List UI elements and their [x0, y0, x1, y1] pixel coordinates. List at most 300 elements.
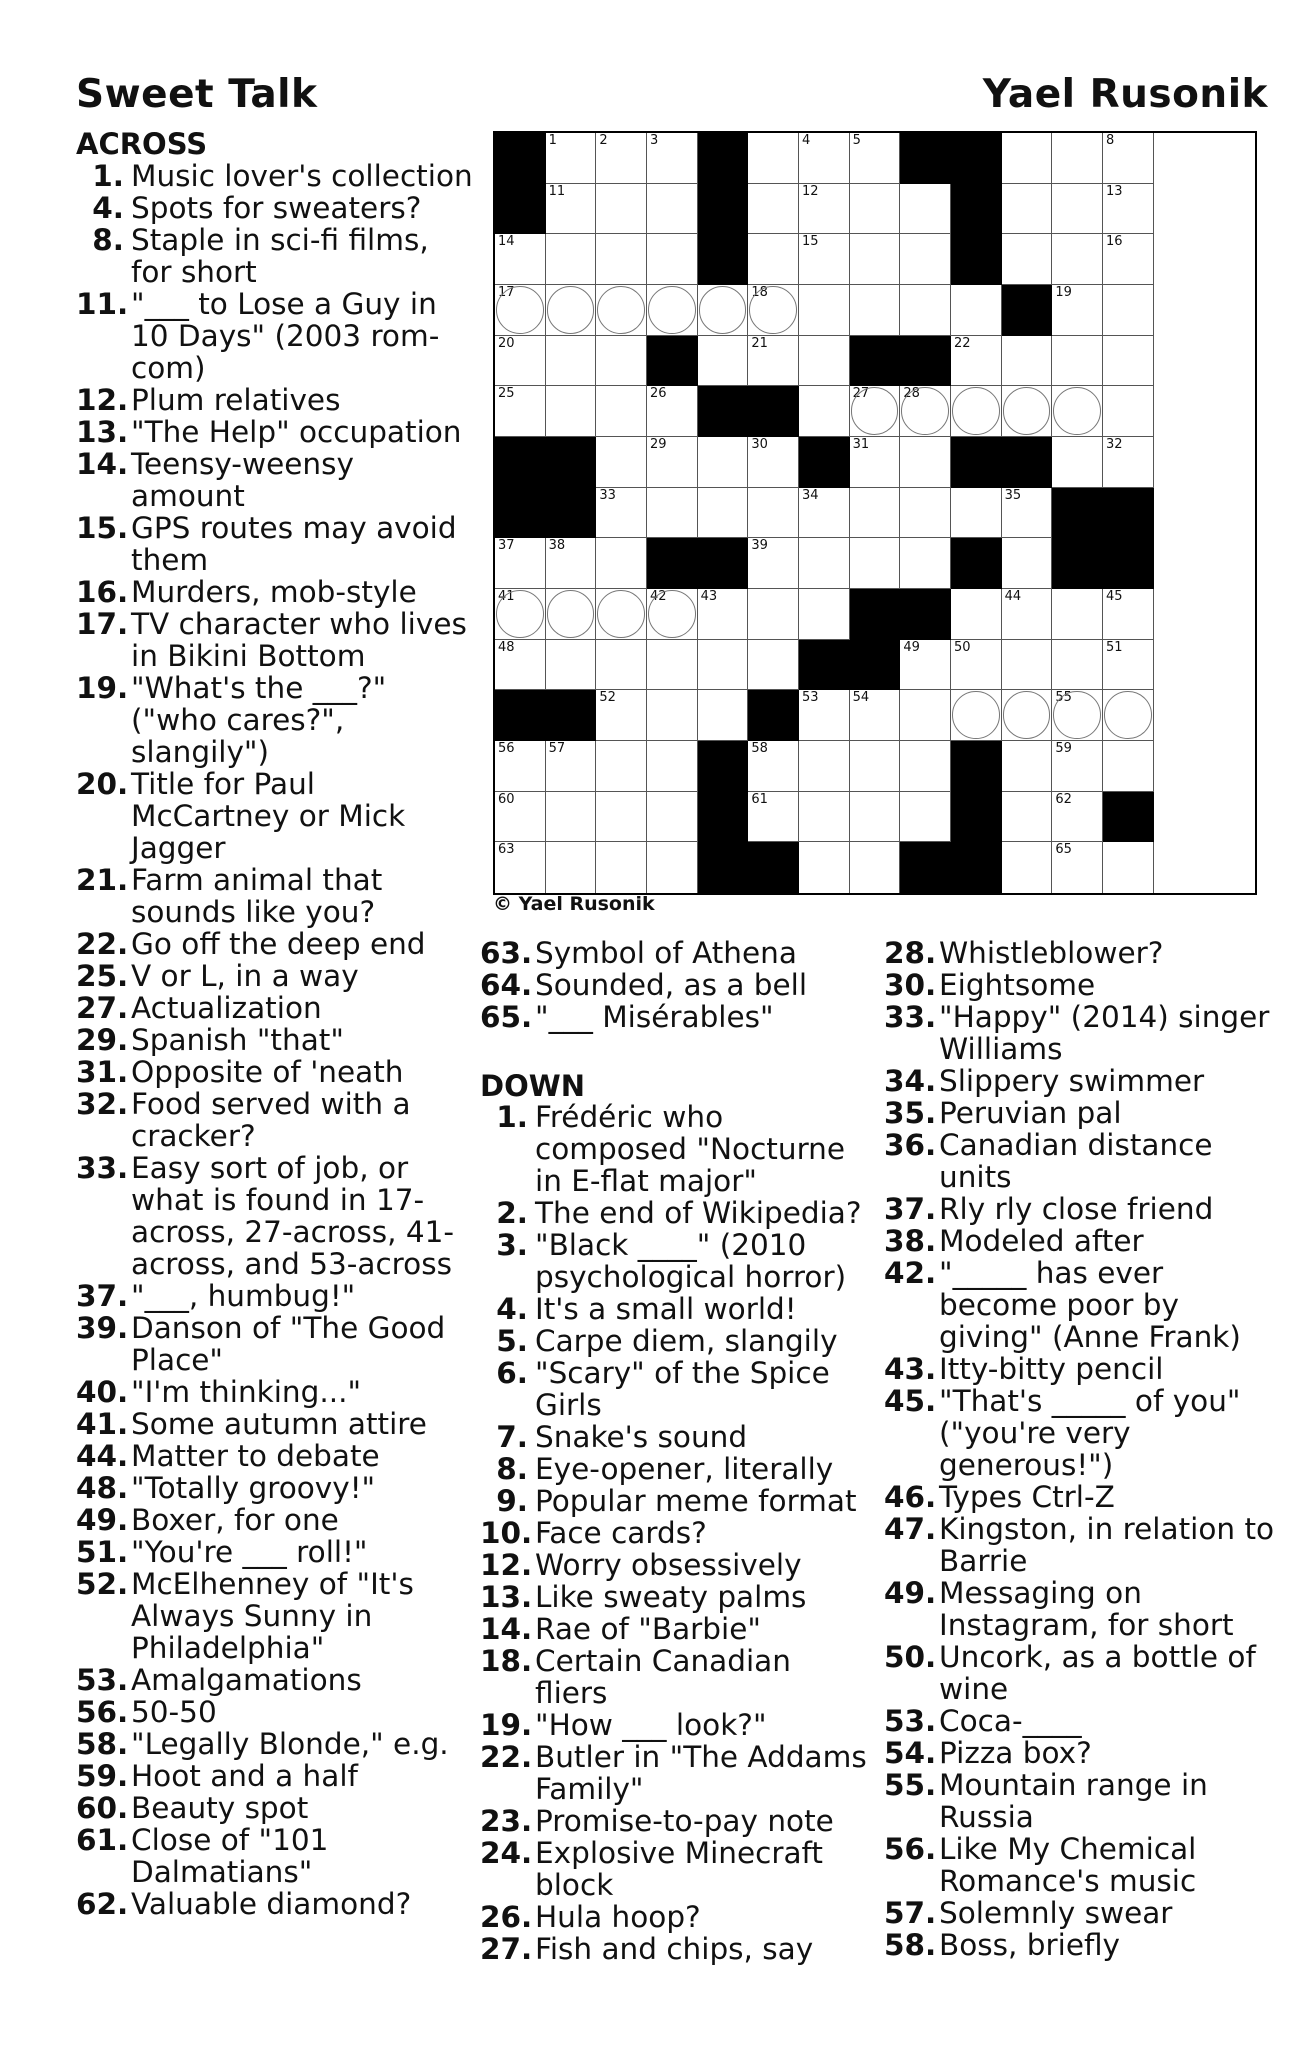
clue-item[interactable]: [76, 1088, 476, 1152]
grid-cell[interactable]: [799, 133, 850, 184]
clue-text: "That's _____ of you" ("you're very generous!"): [939, 1384, 1241, 1482]
clue-text: Like My Chemical Romance's music: [939, 1832, 1197, 1898]
grid-cell[interactable]: [596, 741, 647, 792]
grid-cell[interactable]: [495, 234, 546, 285]
grid-cell[interactable]: [546, 133, 597, 184]
grid-cell[interactable]: [1052, 133, 1103, 184]
grid-cell[interactable]: [850, 437, 901, 488]
black-square: [495, 690, 546, 741]
grid-cell[interactable]: [799, 336, 850, 387]
grid-cell[interactable]: [850, 792, 901, 843]
grid-cell[interactable]: [1103, 336, 1154, 387]
grid-cell[interactable]: [799, 234, 850, 285]
grid-cell[interactable]: [647, 386, 698, 437]
cell-number: 41: [498, 589, 515, 604]
grid-cell[interactable]: [900, 690, 951, 741]
grid-cell[interactable]: [647, 792, 698, 843]
grid-cell[interactable]: [748, 538, 799, 589]
black-square: [951, 792, 1002, 843]
grid-cell[interactable]: [596, 133, 647, 184]
cell-number: 33: [599, 487, 616, 503]
grid-cell[interactable]: [647, 133, 698, 184]
grid-cell[interactable]: [1052, 184, 1103, 235]
grid-cell[interactable]: [799, 488, 850, 539]
grid-cell[interactable]: [647, 842, 698, 893]
clue-text: Carpe diem, slangily: [535, 1324, 838, 1358]
grid-cell[interactable]: [495, 589, 546, 640]
clue-text: Uncork, as a bottle of wine: [939, 1640, 1256, 1706]
grid-cell[interactable]: [748, 133, 799, 184]
cell-number: 53: [802, 690, 819, 706]
clue-item[interactable]: [884, 1769, 1284, 1833]
grid-cell[interactable]: [647, 285, 698, 336]
clue-item[interactable]: [480, 1325, 870, 1357]
cell-number: 27: [852, 386, 870, 402]
grid-cell[interactable]: [799, 842, 850, 893]
clue-item[interactable]: [76, 864, 476, 928]
grid-cell[interactable]: [698, 690, 749, 741]
grid-cell[interactable]: [1103, 842, 1154, 893]
grid-cell[interactable]: [1103, 234, 1154, 285]
grid-cell[interactable]: [748, 437, 799, 488]
clue-item[interactable]: [76, 608, 476, 672]
grid-cell[interactable]: [748, 640, 799, 691]
grid-cell[interactable]: [900, 741, 951, 792]
grid-cell[interactable]: [900, 234, 951, 285]
clue-item[interactable]: [76, 192, 476, 224]
grid-cell[interactable]: [1103, 690, 1154, 741]
clue-text: Amalgamations: [131, 1663, 362, 1697]
grid-cell[interactable]: [850, 386, 901, 437]
grid-cell[interactable]: [546, 336, 597, 387]
grid-cell[interactable]: [495, 285, 546, 336]
clue-text: Coca-____: [939, 1704, 1082, 1738]
clue-item[interactable]: [884, 937, 1284, 969]
grid-cell[interactable]: [748, 336, 799, 387]
cell-number: 30: [751, 437, 768, 452]
clue-number: 51.: [76, 1535, 129, 1569]
grid-cell[interactable]: [596, 437, 647, 488]
clue-number: 1.: [496, 1100, 528, 1134]
clue-item[interactable]: [76, 672, 476, 768]
clue-item[interactable]: [76, 992, 476, 1024]
grid-cell[interactable]: [1103, 589, 1154, 640]
cell-number: 14: [498, 234, 515, 250]
grid-cell[interactable]: [850, 842, 901, 893]
grid-cell[interactable]: [546, 640, 597, 691]
clue-item[interactable]: [884, 1897, 1284, 1929]
grid-cell[interactable]: [698, 589, 749, 640]
clue-item[interactable]: [76, 1664, 476, 1696]
clue-number: 13.: [76, 415, 129, 449]
grid-cell[interactable]: [850, 690, 901, 741]
clue-item[interactable]: [480, 1901, 870, 1933]
clue-item[interactable]: [76, 576, 476, 608]
grid-cell[interactable]: [799, 285, 850, 336]
clue-item[interactable]: [76, 416, 476, 448]
grid-cell[interactable]: [596, 792, 647, 843]
black-square: [698, 386, 749, 437]
down-clue-list-continued: [884, 937, 1284, 1961]
grid-cell[interactable]: [900, 538, 951, 589]
grid-cell[interactable]: [1052, 792, 1103, 843]
clue-number: 19.: [76, 671, 129, 705]
clue-text: V or L, in a way: [131, 959, 359, 993]
clue-text: Mountain range in Russia: [939, 1768, 1208, 1834]
grid-cell[interactable]: [596, 386, 647, 437]
grid-cell[interactable]: [1002, 842, 1053, 893]
grid-cell[interactable]: [495, 640, 546, 691]
clue-item[interactable]: [76, 384, 476, 416]
clue-number: 65.: [480, 1000, 533, 1034]
clue-item[interactable]: [76, 288, 476, 384]
cell-number: 25: [498, 386, 515, 402]
black-square: [647, 336, 698, 387]
black-square: [900, 589, 951, 640]
grid-cell[interactable]: [1052, 234, 1103, 285]
grid-cell[interactable]: [1002, 234, 1053, 285]
clue-number: 19.: [480, 1708, 533, 1742]
grid-cell[interactable]: [951, 285, 1002, 336]
grid-cell[interactable]: [1052, 589, 1103, 640]
grid-cell[interactable]: [900, 488, 951, 539]
cell-number: 18: [751, 285, 768, 300]
grid-cell[interactable]: [900, 386, 951, 437]
clue-item[interactable]: [76, 1408, 476, 1440]
grid-cell[interactable]: [1103, 640, 1154, 691]
grid-cell[interactable]: [1002, 589, 1053, 640]
grid-cell[interactable]: [546, 741, 597, 792]
clue-item[interactable]: [884, 1641, 1284, 1705]
clue-item[interactable]: [480, 1805, 870, 1837]
grid-cell[interactable]: [596, 842, 647, 893]
grid-cell[interactable]: [850, 285, 901, 336]
grid-cell[interactable]: [1002, 386, 1053, 437]
cell-number: 13: [1106, 183, 1123, 199]
grid-cell[interactable]: [799, 538, 850, 589]
clue-item[interactable]: [884, 1833, 1284, 1897]
grid-cell[interactable]: [546, 285, 597, 336]
clue-item[interactable]: [884, 1737, 1284, 1769]
black-square: [951, 184, 1002, 235]
grid-cell[interactable]: [1002, 538, 1053, 589]
grid-cell[interactable]: [1002, 184, 1053, 235]
clue-text: Valuable diamond?: [131, 1887, 412, 1921]
clue-text: "What's the ___?" ("who cares?", slangily"): [131, 671, 387, 769]
grid-cell[interactable]: [799, 792, 850, 843]
grid-cell[interactable]: [799, 690, 850, 741]
grid-cell[interactable]: [647, 589, 698, 640]
black-square: [900, 842, 951, 893]
clue-item[interactable]: [884, 1353, 1284, 1385]
clue-number: 37.: [76, 1279, 129, 1313]
grid-cell[interactable]: [698, 336, 749, 387]
grid-cell[interactable]: [698, 437, 749, 488]
clue-item[interactable]: [76, 1312, 476, 1376]
grid-cell[interactable]: [951, 589, 1002, 640]
clue-item[interactable]: [480, 1197, 870, 1229]
clue-text: Food served with a cracker?: [131, 1087, 411, 1153]
clue-item[interactable]: [480, 1001, 870, 1033]
clue-item[interactable]: [884, 1929, 1284, 1961]
grid-cell[interactable]: [647, 690, 698, 741]
clue-text: Boss, briefly: [939, 1928, 1121, 1962]
clue-item[interactable]: [884, 1705, 1284, 1737]
grid-cell[interactable]: [1002, 690, 1053, 741]
grid-cell[interactable]: [951, 640, 1002, 691]
grid-cell[interactable]: [698, 640, 749, 691]
clue-text: Plum relatives: [131, 383, 341, 417]
clue-item[interactable]: [884, 1481, 1284, 1513]
grid-cell[interactable]: [748, 285, 799, 336]
grid-cell[interactable]: [1002, 792, 1053, 843]
grid-cell[interactable]: [1103, 133, 1154, 184]
clue-item[interactable]: [480, 1485, 870, 1517]
grid-cell[interactable]: [1103, 386, 1154, 437]
grid-cell[interactable]: [596, 184, 647, 235]
clue-text: Some autumn attire: [131, 1407, 427, 1441]
grid-cell[interactable]: [850, 184, 901, 235]
grid-cell[interactable]: [546, 589, 597, 640]
clue-item[interactable]: [480, 1101, 870, 1197]
cell-number: 32: [1106, 437, 1123, 452]
clue-item[interactable]: [76, 1888, 476, 1920]
grid-cell[interactable]: [748, 234, 799, 285]
black-square: [850, 336, 901, 387]
grid-cell[interactable]: [748, 741, 799, 792]
grid-cell[interactable]: [1052, 437, 1103, 488]
clue-text: Music lover's collection: [131, 159, 473, 193]
clue-item[interactable]: [884, 1385, 1284, 1481]
grid-cell[interactable]: [900, 437, 951, 488]
clue-number: 1.: [92, 159, 124, 193]
clue-text: Matter to debate: [131, 1439, 380, 1473]
grid-cell[interactable]: [546, 842, 597, 893]
clue-text: "___ Misérables": [535, 1000, 774, 1034]
grid-cell[interactable]: [495, 336, 546, 387]
clue-text: Hoot and a half: [131, 1759, 358, 1793]
grid-cell[interactable]: [546, 184, 597, 235]
grid-cell[interactable]: [647, 184, 698, 235]
grid-cell[interactable]: [850, 133, 901, 184]
grid-cell[interactable]: [850, 234, 901, 285]
cell-number: 61: [751, 791, 768, 807]
grid-cell[interactable]: [596, 690, 647, 741]
clue-number: 38.: [884, 1224, 937, 1258]
grid-cell[interactable]: [799, 589, 850, 640]
grid-cell[interactable]: [799, 386, 850, 437]
grid-cell[interactable]: [748, 184, 799, 235]
grid-cell[interactable]: [1002, 133, 1053, 184]
clue-item[interactable]: [884, 1193, 1284, 1225]
grid-cell[interactable]: [1052, 690, 1103, 741]
clue-item[interactable]: [480, 1549, 870, 1581]
clue-number: 9.: [496, 1484, 528, 1518]
clue-item[interactable]: [76, 1056, 476, 1088]
grid-cell[interactable]: [951, 386, 1002, 437]
clue-item[interactable]: [884, 1001, 1284, 1065]
grid-cell[interactable]: [495, 842, 546, 893]
grid-cell[interactable]: [647, 437, 698, 488]
clue-item[interactable]: [480, 1837, 870, 1901]
grid-cell[interactable]: [900, 792, 951, 843]
grid-cell[interactable]: [951, 690, 1002, 741]
clue-item[interactable]: [76, 1152, 476, 1280]
grid-cell[interactable]: [1103, 741, 1154, 792]
grid-cell[interactable]: [1002, 640, 1053, 691]
clue-item[interactable]: [76, 224, 476, 288]
grid-cell[interactable]: [1002, 488, 1053, 539]
grid-cell[interactable]: [748, 488, 799, 539]
clue-item[interactable]: [76, 1376, 476, 1408]
clue-item[interactable]: [480, 1357, 870, 1421]
clue-text: "You're ___ roll!": [131, 1535, 368, 1569]
clue-item[interactable]: [480, 1645, 870, 1709]
clue-item[interactable]: [480, 1933, 870, 1965]
grid-cell[interactable]: [799, 184, 850, 235]
grid-cell[interactable]: [495, 741, 546, 792]
clue-item[interactable]: [884, 1129, 1284, 1193]
grid-cell[interactable]: [596, 234, 647, 285]
clue-item[interactable]: [76, 1536, 476, 1568]
clue-item[interactable]: [480, 969, 870, 1001]
clue-item[interactable]: [480, 1293, 870, 1325]
clue-item[interactable]: [76, 1504, 476, 1536]
grid-cell[interactable]: [546, 234, 597, 285]
grid-cell[interactable]: [546, 792, 597, 843]
clue-number: 4.: [496, 1292, 528, 1326]
grid-cell[interactable]: [1052, 640, 1103, 691]
clue-text: Eightsome: [939, 968, 1096, 1002]
clue-item[interactable]: [480, 1581, 870, 1613]
grid-cell[interactable]: [1103, 437, 1154, 488]
clue-text: Spots for sweaters?: [131, 191, 422, 225]
clue-item[interactable]: [76, 1792, 476, 1824]
grid-cell[interactable]: [748, 589, 799, 640]
clue-item[interactable]: [76, 1760, 476, 1792]
grid-cell[interactable]: [546, 538, 597, 589]
clue-item[interactable]: [76, 1824, 476, 1888]
clue-item[interactable]: [76, 448, 476, 512]
grid-cell[interactable]: [596, 589, 647, 640]
clue-item[interactable]: [480, 1741, 870, 1805]
black-square: [1052, 488, 1103, 539]
clue-number: 58.: [884, 1928, 937, 1962]
grid-cell[interactable]: [495, 386, 546, 437]
grid-cell[interactable]: [900, 184, 951, 235]
grid-cell[interactable]: [596, 285, 647, 336]
black-square: [951, 133, 1002, 184]
grid-cell[interactable]: [1052, 386, 1103, 437]
clue-item[interactable]: [76, 1728, 476, 1760]
clue-item[interactable]: [480, 1421, 870, 1453]
clue-item[interactable]: [480, 1613, 870, 1645]
grid-cell[interactable]: [596, 640, 647, 691]
clue-text: The end of Wikipedia?: [535, 1196, 862, 1230]
grid-cell[interactable]: [596, 488, 647, 539]
grid-cell[interactable]: [1002, 741, 1053, 792]
grid-cell[interactable]: [1052, 336, 1103, 387]
clue-item[interactable]: [884, 1513, 1284, 1577]
grid-cell[interactable]: [596, 538, 647, 589]
clue-item[interactable]: [76, 928, 476, 960]
grid-cell[interactable]: [748, 792, 799, 843]
cell-number: 28: [903, 386, 920, 402]
clue-item[interactable]: [76, 1472, 476, 1504]
grid-cell[interactable]: [647, 741, 698, 792]
clue-item[interactable]: [884, 969, 1284, 1001]
clue-item[interactable]: [480, 937, 870, 969]
grid-cell[interactable]: [1002, 336, 1053, 387]
grid-cell[interactable]: [850, 488, 901, 539]
grid-cell[interactable]: [951, 336, 1002, 387]
black-square: [900, 133, 951, 184]
grid-cell[interactable]: [1052, 285, 1103, 336]
grid-cell[interactable]: [698, 488, 749, 539]
grid-cell[interactable]: [1103, 184, 1154, 235]
clue-item[interactable]: [76, 960, 476, 992]
clue-text: Opposite of 'neath: [131, 1055, 404, 1089]
grid-cell[interactable]: [495, 538, 546, 589]
clue-item[interactable]: [76, 768, 476, 864]
clue-item[interactable]: [76, 1280, 476, 1312]
clue-text: Explosive Minecraft block: [535, 1836, 823, 1902]
clue-item[interactable]: [480, 1709, 870, 1741]
grid-cell[interactable]: [647, 640, 698, 691]
grid-cell[interactable]: [647, 234, 698, 285]
clue-item[interactable]: [480, 1453, 870, 1485]
grid-cell[interactable]: [1052, 741, 1103, 792]
clue-item[interactable]: [884, 1097, 1284, 1129]
grid-cell[interactable]: [596, 336, 647, 387]
cell-number: 38: [548, 538, 566, 554]
grid-cell[interactable]: [850, 538, 901, 589]
clue-item[interactable]: [76, 1024, 476, 1056]
grid-cell[interactable]: [850, 741, 901, 792]
grid-cell[interactable]: [900, 640, 951, 691]
clue-item[interactable]: [884, 1225, 1284, 1257]
clue-item[interactable]: [76, 1568, 476, 1664]
clue-item[interactable]: [884, 1065, 1284, 1097]
clue-item[interactable]: [480, 1229, 870, 1293]
clue-text: Actualization: [131, 991, 322, 1025]
grid-cell[interactable]: [698, 285, 749, 336]
grid-cell[interactable]: [900, 285, 951, 336]
grid-cell[interactable]: [951, 488, 1002, 539]
black-square: [698, 842, 749, 893]
clue-item[interactable]: [480, 1517, 870, 1549]
grid-cell[interactable]: [495, 792, 546, 843]
grid-cell[interactable]: [1103, 285, 1154, 336]
grid-cell[interactable]: [546, 386, 597, 437]
clue-text: Messaging on Instagram, for short: [939, 1576, 1234, 1642]
clue-text: Popular meme format: [535, 1484, 857, 1518]
clue-item[interactable]: [76, 1440, 476, 1472]
grid-cell[interactable]: [647, 488, 698, 539]
grid-cell[interactable]: [799, 741, 850, 792]
clue-item[interactable]: [76, 1696, 476, 1728]
clue-text: "How ___ look?": [535, 1708, 767, 1742]
clue-item[interactable]: [76, 160, 476, 192]
cell-number: 11: [548, 183, 566, 199]
clue-text: Murders, mob-style: [131, 575, 417, 609]
grid-cell[interactable]: [1052, 842, 1103, 893]
clue-item[interactable]: [884, 1577, 1284, 1641]
clue-text: It's a small world!: [535, 1292, 797, 1326]
clue-item[interactable]: [76, 512, 476, 576]
clue-item[interactable]: [884, 1257, 1284, 1353]
black-square: [951, 437, 1002, 488]
